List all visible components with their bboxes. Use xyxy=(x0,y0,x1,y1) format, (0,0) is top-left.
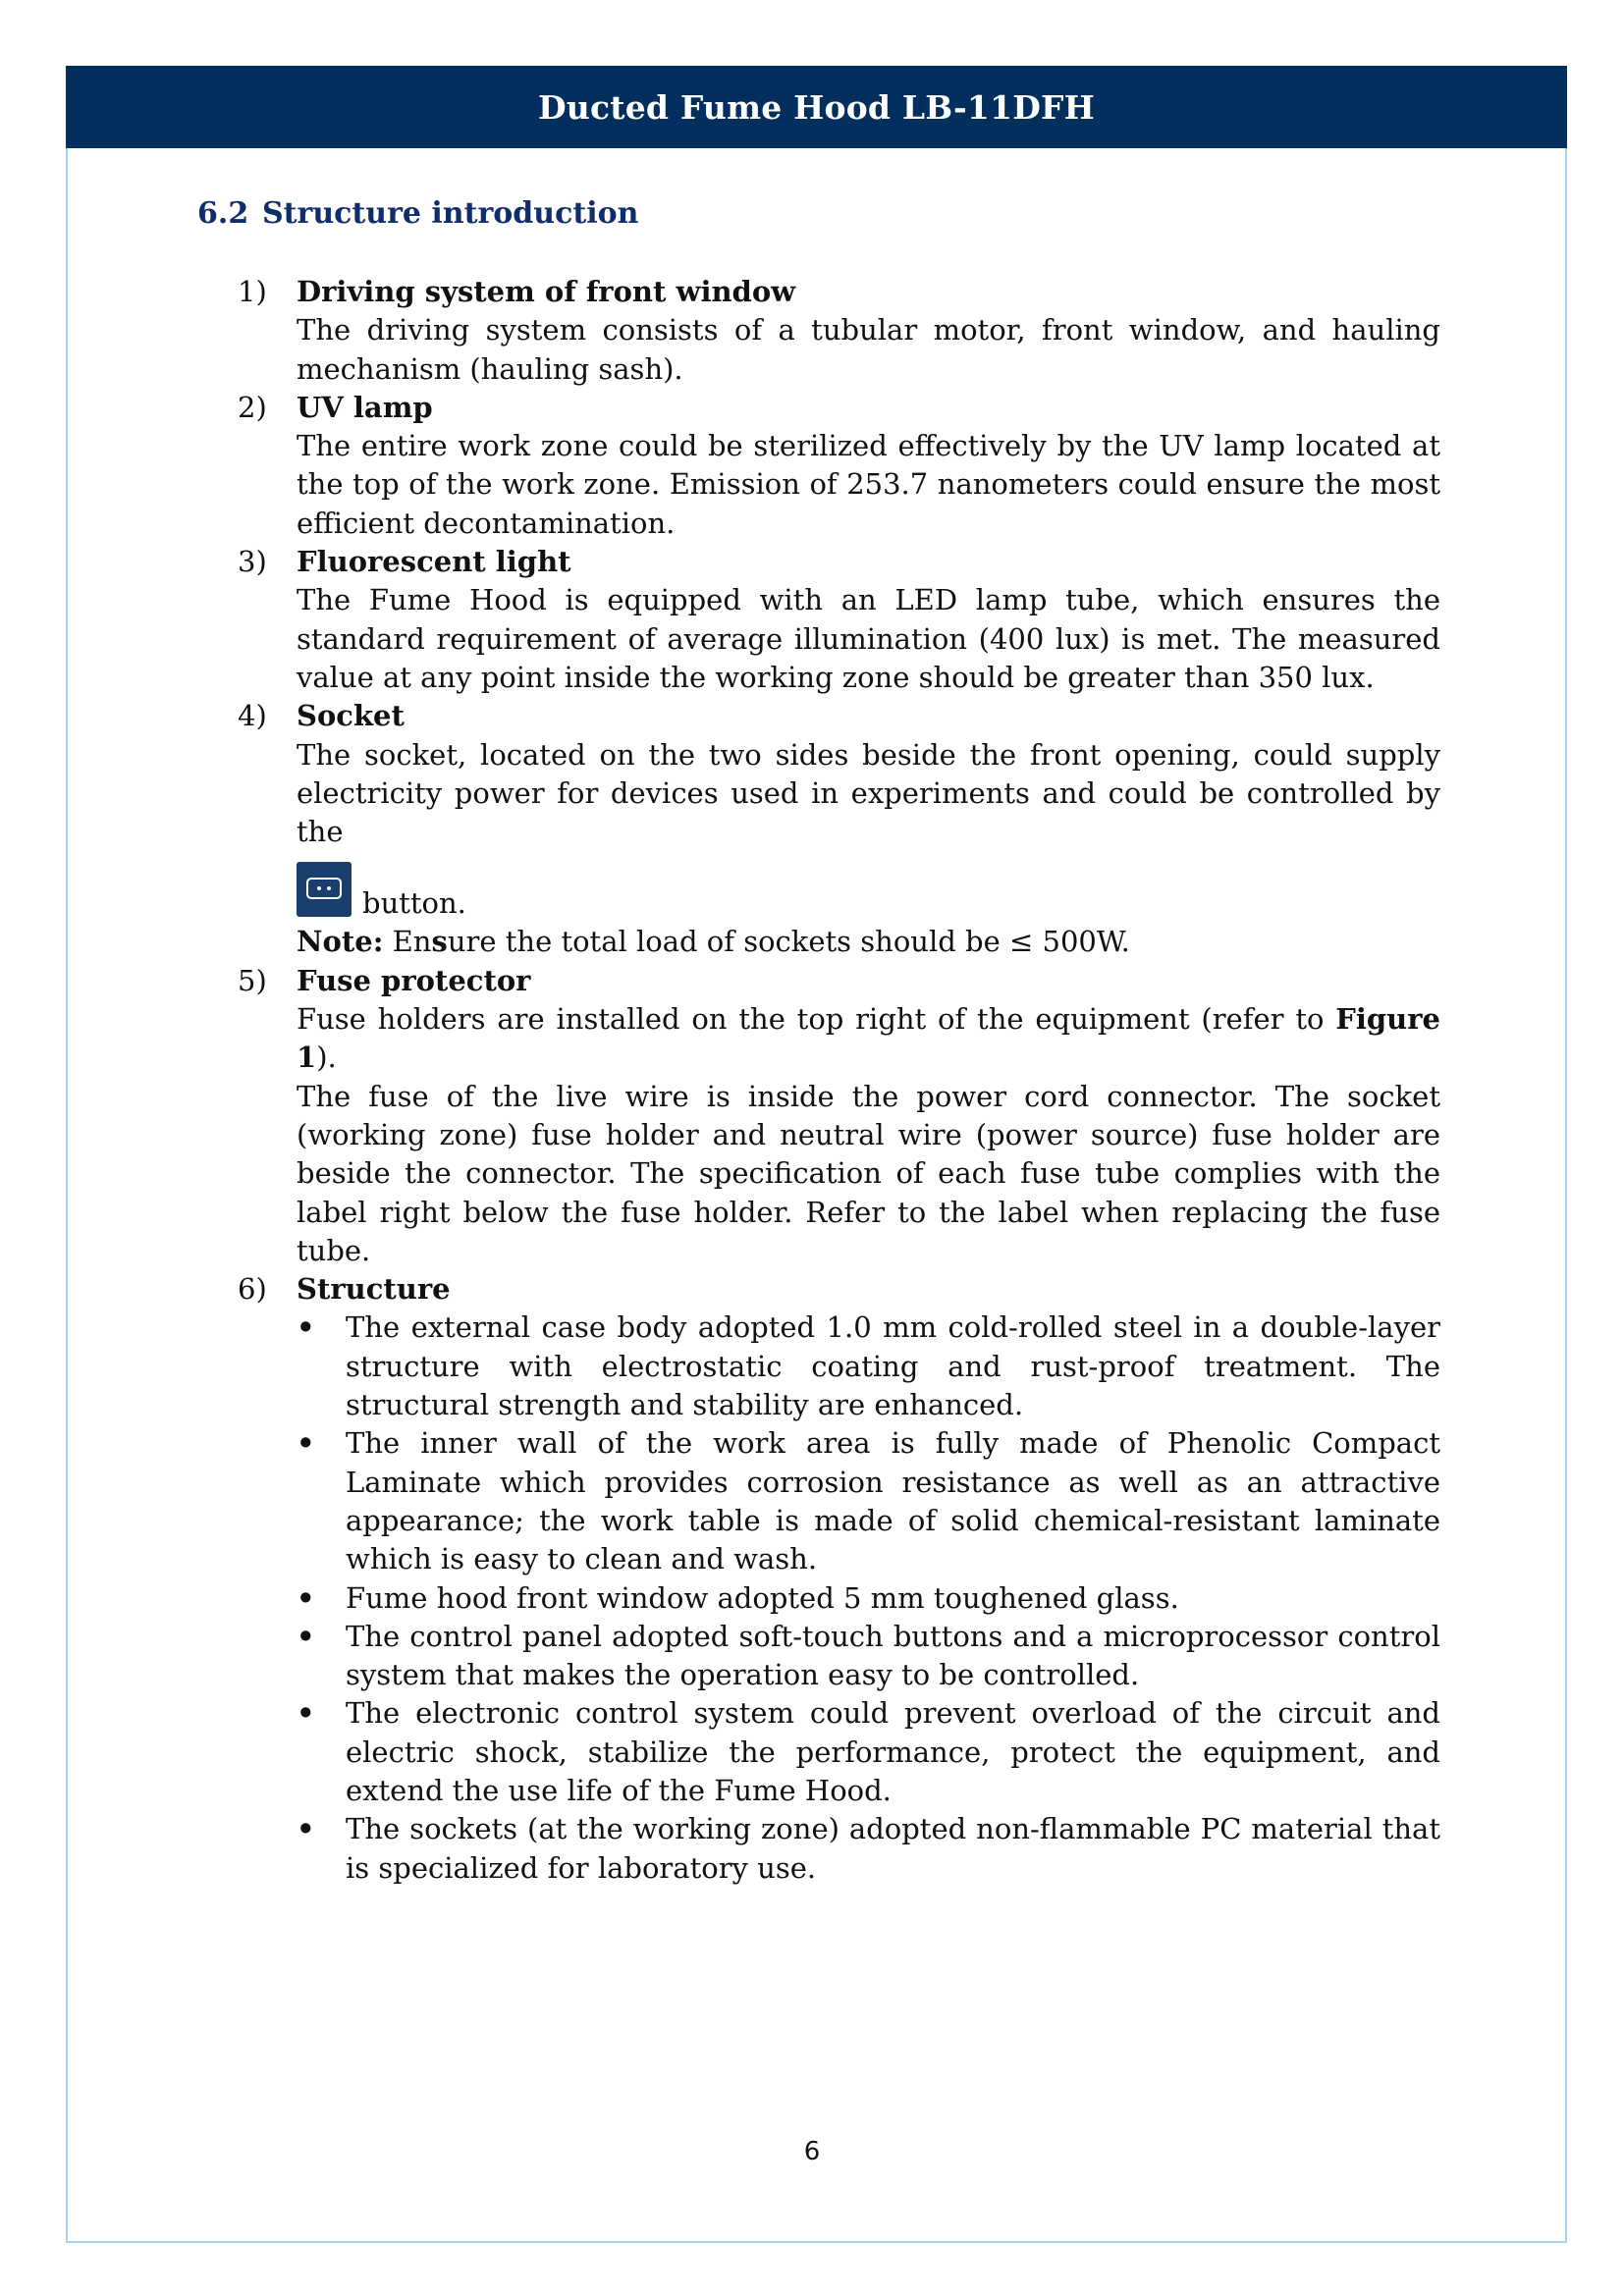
item-text: The driving system consists of a tubular motor, front window, and hauling mechanism (hauling sash). xyxy=(297,313,1440,386)
list-item-driving-system xyxy=(238,273,1440,389)
item-text-part: ). xyxy=(316,1041,337,1075)
item-title: Fluorescent light xyxy=(297,545,571,579)
item-title: UV lamp xyxy=(297,390,433,424)
item-text: The entire work zone could be sterilized effectively by the UV lamp located at the top of the work zone. Emission of 253.7 nanometers could ensure the most efficient decontamination. xyxy=(297,429,1440,540)
item-title: Driving system of front window xyxy=(297,275,796,308)
note-text: ure the total load of sockets should be ≤ 500W. xyxy=(447,925,1130,959)
bullet-icon: • xyxy=(297,1619,315,1653)
socket-button-line xyxy=(297,862,1440,923)
bullet-text: The sockets (at the working zone) adopted non-flammable PC material that is specialized for laboratory use. xyxy=(346,1812,1440,1885)
bullet-item xyxy=(297,1308,1440,1424)
section-number: 6.2 xyxy=(197,196,249,231)
bullet-item xyxy=(297,1694,1440,1810)
socket-button-icon xyxy=(297,862,352,917)
item-text: The socket, located on the two sides beside the front opening, could supply electricity power for devices used in experiments and could be controlled by the xyxy=(297,737,1440,849)
figure-reference: Figure 1 xyxy=(297,1002,1440,1075)
item-number: 3) xyxy=(238,545,267,579)
bullet-icon: • xyxy=(297,1696,315,1731)
bullet-text: The inner wall of the work area is fully made of Phenolic Compact Laminate which provides corrosion resistance as well as an attractive appearance; the work table is made of solid chemical-resistant laminate which is easy to clean and wash. xyxy=(346,1426,1440,1576)
bullet-item xyxy=(297,1618,1440,1695)
item-title: Fuse protector xyxy=(297,963,531,997)
list-item-socket xyxy=(238,697,1440,961)
item-number: 6) xyxy=(238,1272,267,1307)
item-title: Structure xyxy=(297,1272,451,1307)
bullet-icon: • xyxy=(297,1426,315,1461)
item-text-part: Fuse holders are installed on the top right of the equipment (refer to xyxy=(297,1002,1336,1037)
note-text-bold: s xyxy=(431,925,448,959)
item-number: 4) xyxy=(238,699,267,733)
note-text: En xyxy=(383,925,432,959)
item-number: 2) xyxy=(238,390,267,424)
structure-bullet-list xyxy=(297,1308,1440,1887)
bullet-item xyxy=(297,1810,1440,1888)
list-item-fuse-protector xyxy=(238,962,1440,1270)
bullet-text: The electronic control system could prevent overload of the circuit and electric shock, stabilize the performance, protect the equipment, and extend the use life of the Fume Hood. xyxy=(346,1696,1440,1807)
bullet-icon: • xyxy=(297,1310,315,1345)
list-item-fluorescent-light xyxy=(238,543,1440,697)
section-content xyxy=(238,273,1440,1888)
bullet-text: Fume hood front window adopted 5 mm toughened glass. xyxy=(346,1580,1179,1615)
section-heading xyxy=(197,196,638,231)
bullet-icon: • xyxy=(297,1812,315,1846)
item-text xyxy=(297,1000,1440,1078)
item-text: The Fume Hood is equipped with an LED lamp tube, which ensures the standard requirement of average illumination (400 lux) is met. The measured value at any point inside the working zone should be greater than 350 lux. xyxy=(297,583,1440,694)
button-suffix-text: button. xyxy=(362,886,466,921)
item-title: Socket xyxy=(297,699,405,733)
document-header xyxy=(66,66,1567,148)
section-title: Structure introduction xyxy=(262,196,639,231)
page-number: 6 xyxy=(803,2137,821,2166)
list-item-uv-lamp xyxy=(238,389,1440,543)
item-number: 5) xyxy=(238,963,267,997)
item-text: The fuse of the live wire is inside the power cord connector. The socket (working zone) fuse holder and neutral wire (power source) fuse holder are beside the connector. The specification of each fuse tube complies with the label right below the fuse holder. Refer to the label when replacing the fuse tube. xyxy=(297,1079,1440,1267)
bullet-item xyxy=(297,1579,1440,1618)
socket-note xyxy=(297,923,1440,961)
list-item-structure xyxy=(238,1270,1440,1888)
item-number: 1) xyxy=(238,275,267,308)
socket-slot-shape xyxy=(306,878,342,899)
bullet-text: The external case body adopted 1.0 mm cold-rolled steel in a double-layer structure with electrostatic coating and rust-proof treatment. The structural strength and stability are enhanced. xyxy=(346,1310,1440,1422)
document-title: Ducted Fume Hood LB-11DFH xyxy=(537,87,1096,127)
bullet-text: The control panel adopted soft-touch buttons and a microprocessor control system that makes the operation easy to be controlled. xyxy=(346,1619,1440,1692)
note-label: Note: xyxy=(297,925,384,959)
bullet-icon: • xyxy=(297,1580,315,1615)
bullet-item xyxy=(297,1424,1440,1578)
